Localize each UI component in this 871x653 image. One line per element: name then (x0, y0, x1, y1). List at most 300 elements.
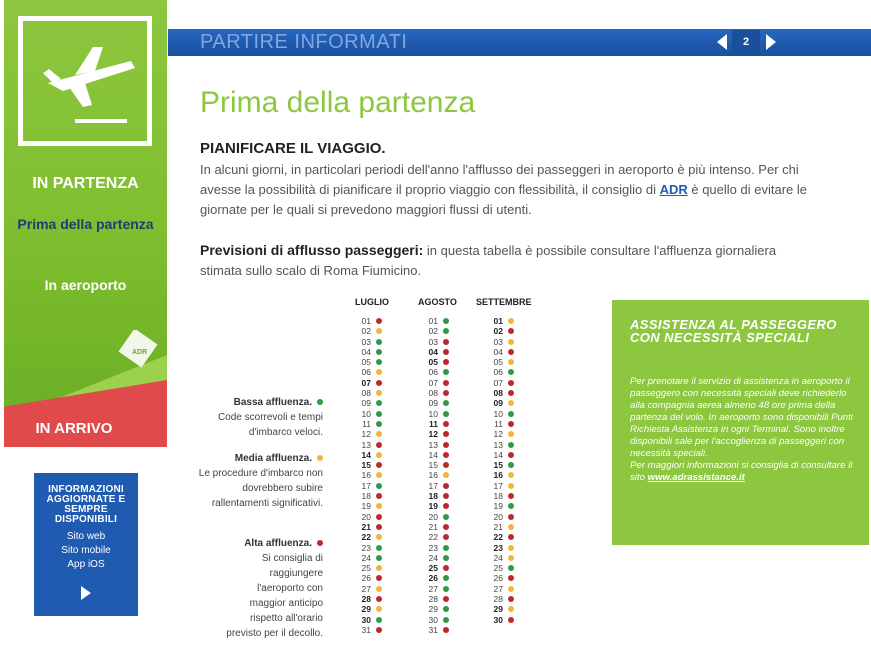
affluence-alta-dot-icon (443, 339, 449, 345)
day-row (489, 450, 515, 460)
affluence-media-dot-icon (376, 431, 382, 437)
day-number: 02 (493, 326, 503, 337)
adrassistance-link[interactable]: www.adrassistance.it (647, 472, 745, 483)
affluence-bassa-dot-icon (443, 555, 449, 561)
sidebar-section-arrival[interactable]: IN ARRIVO (35, 420, 113, 437)
affluence-media-dot-icon (508, 524, 514, 530)
day-row (424, 337, 450, 347)
affluence-alta-dot-icon (376, 627, 382, 633)
affluence-alta-dot-icon (443, 359, 449, 365)
affluence-alta-dot-icon (508, 575, 514, 581)
day-number: 13 (428, 439, 438, 450)
day-row (489, 460, 515, 470)
day-row (424, 553, 450, 563)
legend-alta-title: Alta affluenza. (244, 538, 312, 549)
day-row (357, 347, 383, 357)
day-number: 25 (428, 563, 438, 574)
day-row (357, 594, 383, 604)
day-number: 08 (361, 388, 371, 399)
day-row (424, 388, 450, 398)
day-row (489, 594, 515, 604)
month-header-settembre: SETTEMBRE (476, 297, 532, 307)
day-row (489, 553, 515, 563)
affluence-bassa-dot-icon (376, 339, 382, 345)
day-row (489, 501, 515, 511)
day-number: 30 (361, 614, 371, 625)
affluence-bassa-dot-icon (443, 328, 449, 334)
affluence-bassa-dot-icon (508, 565, 514, 571)
day-row (357, 388, 383, 398)
day-number: 18 (493, 491, 503, 502)
day-row (489, 532, 515, 542)
affluence-alta-dot-icon (376, 318, 382, 324)
day-row (424, 326, 450, 336)
affluence-alta-dot-icon (508, 493, 514, 499)
day-number: 31 (428, 624, 438, 635)
day-number: 01 (361, 316, 371, 326)
day-row (424, 563, 450, 573)
day-number: 29 (493, 604, 503, 615)
affluence-bassa-dot-icon (376, 545, 382, 551)
day-number: 21 (493, 521, 503, 532)
affluence-bassa-dot-icon (376, 411, 382, 417)
day-row (489, 419, 515, 429)
day-number: 23 (428, 542, 438, 553)
day-row (489, 398, 515, 408)
day-number: 21 (428, 521, 438, 532)
affluence-alta-dot-icon (443, 380, 449, 386)
sidebar-item-in-aeroporto[interactable]: In aeroporto (44, 277, 127, 293)
day-number: 20 (361, 511, 371, 522)
sidebar-section-departure[interactable]: IN PARTENZA (32, 175, 139, 192)
day-number: 02 (428, 326, 438, 337)
legend-media-text: Le procedure d'imbarco non dovrebbero subire rallentamenti significativi. (198, 468, 323, 509)
play-arrow-icon[interactable] (80, 585, 92, 601)
link-sito-mobile[interactable]: Sito mobile (61, 545, 111, 556)
month-header-luglio: LUGLIO (355, 297, 389, 307)
day-row (489, 563, 515, 573)
affluence-bassa-dot-icon (443, 400, 449, 406)
day-row (357, 522, 383, 532)
affluence-bassa-dot-icon (376, 555, 382, 561)
day-number: 13 (493, 439, 503, 450)
day-column-settembre (489, 316, 515, 625)
assistance-text: Per prenotare il servizio di assistenza in aeroporto il passeggero con necessità speciali deve richiederlo alla compagnia aerea almeno 48 ore prima della partenza del volo. In aeroporto sono disponibili Punti Richiesta Assistenza in ogni Terminal. Sono inoltre disponibili sale per l'accoglienza di passeggeri con necessità speciali. (630, 376, 853, 459)
day-number: 12 (361, 429, 371, 440)
affluence-media-dot-icon (376, 586, 382, 592)
affluence-bassa-dot-icon (376, 483, 382, 489)
previous-page-icon[interactable] (715, 33, 729, 51)
day-row (357, 553, 383, 563)
day-row (424, 481, 450, 491)
affluence-bassa-dot-icon (508, 442, 514, 448)
day-row (357, 460, 383, 470)
adr-link[interactable]: ADR (659, 182, 688, 197)
affluence-alta-dot-icon (376, 524, 382, 530)
affluence-alta-dot-icon (443, 493, 449, 499)
day-number: 03 (493, 336, 503, 347)
day-row (424, 543, 450, 553)
day-row (489, 429, 515, 439)
assistance-body (630, 376, 862, 484)
day-number: 14 (493, 449, 503, 460)
day-row (357, 357, 383, 367)
affluence-alta-dot-icon (508, 390, 514, 396)
page-title: Prima della partenza (200, 86, 476, 119)
day-row (357, 409, 383, 419)
legend-bassa-text: Code scorrevoli e tempi d'imbarco veloci. (217, 412, 323, 438)
day-row (357, 481, 383, 491)
affluence-alta-dot-icon (443, 524, 449, 530)
day-number: 07 (428, 377, 438, 388)
day-number: 20 (428, 511, 438, 522)
day-number: 22 (361, 532, 371, 543)
day-row (489, 573, 515, 583)
day-number: 18 (361, 491, 371, 502)
affluence-bassa-dot-icon (443, 606, 449, 612)
affluence-alta-dot-icon (443, 483, 449, 489)
affluence-alta-dot-icon (508, 596, 514, 602)
forecast-text: in questa tabella è possibile consultare l'affluenza giornaliera stimata sullo scalo di Roma Fiumicino. (200, 243, 777, 278)
day-number: 26 (361, 573, 371, 584)
day-row (424, 625, 450, 635)
affluence-media-dot-icon (508, 586, 514, 592)
affluence-alta-dot-icon (443, 596, 449, 602)
day-row (357, 398, 383, 408)
day-number: 09 (493, 398, 503, 409)
day-row (489, 522, 515, 532)
day-number: 10 (493, 408, 503, 419)
affluence-media-dot-icon (376, 369, 382, 375)
legend-alta-text: Si consiglia di raggiungere l'aeroporto con maggior anticipo rispetto all'orario previsto per il decollo. (226, 553, 323, 639)
header-bar (168, 29, 871, 56)
green-dot-icon (317, 399, 323, 405)
affluence-alta-dot-icon (508, 328, 514, 334)
day-number: 05 (361, 357, 371, 368)
day-number: 21 (361, 521, 371, 532)
day-number: 13 (361, 439, 371, 450)
day-number: 01 (428, 316, 438, 326)
affluence-bassa-dot-icon (443, 369, 449, 375)
day-row (489, 615, 515, 625)
day-number: 17 (428, 480, 438, 491)
day-number: 01 (493, 316, 503, 326)
day-row (424, 604, 450, 614)
day-number: 04 (493, 346, 503, 357)
affluence-bassa-dot-icon (376, 421, 382, 427)
plan-text-after: è quello di evitare le giornate per le quali si prevedono maggiori flussi di utenti. (200, 182, 807, 217)
day-number: 18 (428, 491, 438, 502)
day-row (424, 584, 450, 594)
day-number: 10 (361, 408, 371, 419)
day-number: 27 (493, 583, 503, 594)
affluence-alta-dot-icon (443, 534, 449, 540)
plan-heading: PIANIFICARE IL VIAGGIO. (200, 140, 386, 157)
day-row (424, 378, 450, 388)
day-row (424, 532, 450, 542)
day-row (424, 615, 450, 625)
affluence-alta-dot-icon (508, 349, 514, 355)
day-row (424, 367, 450, 377)
affluence-alta-dot-icon (508, 380, 514, 386)
day-row (489, 347, 515, 357)
day-number: 19 (428, 501, 438, 512)
legend-media-title: Media affluenza. (234, 453, 312, 464)
day-number: 16 (428, 470, 438, 481)
affluence-media-dot-icon (508, 606, 514, 612)
affluence-media-dot-icon (376, 452, 382, 458)
day-number: 16 (493, 470, 503, 481)
next-page-icon[interactable] (764, 33, 778, 51)
day-number: 07 (361, 377, 371, 388)
day-number: 08 (428, 388, 438, 399)
day-row (424, 470, 450, 480)
day-number: 03 (361, 336, 371, 347)
day-row (357, 316, 383, 326)
day-row (489, 604, 515, 614)
affluence-media-dot-icon (376, 328, 382, 334)
affluence-alta-dot-icon (443, 390, 449, 396)
day-row (357, 491, 383, 501)
day-row (489, 337, 515, 347)
affluence-alta-dot-icon (443, 442, 449, 448)
day-row (489, 378, 515, 388)
day-number: 11 (494, 418, 503, 429)
day-number: 14 (428, 449, 438, 460)
assistance-more-text: Per maggiori informazioni si consiglia di consultare il sito (630, 460, 853, 483)
affluence-bassa-dot-icon (443, 545, 449, 551)
red-dot-icon (317, 540, 323, 546)
affluence-alta-dot-icon (376, 575, 382, 581)
forecast-paragraph (200, 240, 820, 281)
day-number: 22 (428, 532, 438, 543)
day-number: 29 (361, 604, 371, 615)
plan-text-before: In alcuni giorni, in particolari periodi dell'anno l'afflusso dei passeggeri in aeroporto è più intenso. Per chi avesse la possibilità di pianificare il proprio viaggio con flessibilità, il consiglio di (200, 162, 799, 197)
affluence-alta-dot-icon (376, 596, 382, 602)
day-number: 15 (361, 460, 371, 471)
affluence-alta-dot-icon (508, 421, 514, 427)
affluence-alta-dot-icon (508, 617, 514, 623)
affluence-bassa-dot-icon (443, 318, 449, 324)
affluence-media-dot-icon (376, 472, 382, 478)
day-number: 25 (361, 563, 371, 574)
assistance-title: ASSISTENZA AL PASSEGGERO CON NECESSITÀ SPECIALI (630, 317, 837, 345)
legend-bassa (198, 395, 323, 440)
day-number: 19 (493, 501, 503, 512)
day-number: 04 (361, 346, 371, 357)
affluence-alta-dot-icon (443, 421, 449, 427)
day-number: 31 (361, 624, 371, 635)
affluence-media-dot-icon (376, 534, 382, 540)
day-row (489, 367, 515, 377)
day-row (357, 573, 383, 583)
day-number: 22 (493, 532, 503, 543)
day-number: 06 (493, 367, 503, 378)
day-row (357, 337, 383, 347)
affluence-alta-dot-icon (376, 462, 382, 468)
day-number: 15 (428, 460, 438, 471)
affluence-bassa-dot-icon (508, 411, 514, 417)
plan-paragraph (200, 160, 820, 220)
affluence-alta-dot-icon (443, 627, 449, 633)
day-row (357, 367, 383, 377)
day-number: 16 (361, 470, 371, 481)
affluence-media-dot-icon (508, 483, 514, 489)
affluence-alta-dot-icon (443, 452, 449, 458)
day-row (424, 573, 450, 583)
day-number: 25 (493, 563, 503, 574)
day-number: 04 (428, 346, 438, 357)
affluence-alta-dot-icon (508, 534, 514, 540)
month-header-agosto: AGOSTO (418, 297, 457, 307)
day-number: 30 (428, 614, 438, 625)
day-number: 12 (493, 429, 503, 440)
day-number: 15 (493, 460, 503, 471)
day-number: 11 (429, 418, 438, 429)
sidebar-item-prima-della-partenza[interactable]: Prima della partenza (17, 216, 154, 232)
affluence-media-dot-icon (508, 359, 514, 365)
link-sito-web[interactable]: Sito web (66, 531, 106, 542)
day-row (357, 625, 383, 635)
day-number: 20 (493, 511, 503, 522)
affluence-alta-dot-icon (376, 493, 382, 499)
day-row (357, 532, 383, 542)
affluence-alta-dot-icon (508, 452, 514, 458)
affluence-alta-dot-icon (508, 514, 514, 520)
info-box-title: INFORMAZIONI AGGIORNATE E SEMPRE DISPONIBILI (46, 484, 126, 525)
day-row (357, 326, 383, 336)
affluence-bassa-dot-icon (443, 575, 449, 581)
affluence-bassa-dot-icon (376, 617, 382, 623)
affluence-bassa-dot-icon (443, 586, 449, 592)
day-row (424, 522, 450, 532)
affluence-bassa-dot-icon (376, 359, 382, 365)
day-number: 29 (428, 604, 438, 615)
day-row (489, 440, 515, 450)
day-row (489, 481, 515, 491)
day-number: 02 (361, 326, 371, 337)
day-row (489, 543, 515, 553)
day-number: 27 (428, 583, 438, 594)
day-row (424, 429, 450, 439)
day-number: 26 (493, 573, 503, 584)
day-number: 17 (361, 480, 371, 491)
day-row (489, 470, 515, 480)
affluence-media-dot-icon (508, 339, 514, 345)
affluence-media-dot-icon (508, 545, 514, 551)
day-row (489, 584, 515, 594)
day-number: 06 (428, 367, 438, 378)
day-row (357, 440, 383, 450)
airplane-takeoff-icon (23, 21, 147, 141)
affluence-media-dot-icon (443, 472, 449, 478)
forecast-heading: Previsioni di afflusso passeggeri: (200, 242, 424, 258)
info-box (34, 473, 138, 616)
day-number: 23 (493, 542, 503, 553)
day-column-agosto (424, 316, 450, 635)
affluence-media-dot-icon (508, 400, 514, 406)
day-row (489, 491, 515, 501)
day-row (424, 512, 450, 522)
day-number: 28 (493, 594, 503, 605)
day-number: 24 (493, 552, 503, 563)
day-row (489, 512, 515, 522)
affluence-alta-dot-icon (443, 431, 449, 437)
day-row (357, 419, 383, 429)
page-number: 2 (732, 30, 760, 55)
day-number: 12 (428, 429, 438, 440)
day-row (424, 409, 450, 419)
adr-logo-text: ADR (132, 349, 148, 356)
assistance-box (612, 300, 869, 545)
legend-bassa-title: Bassa affluenza. (233, 397, 312, 408)
day-number: 23 (361, 542, 371, 553)
affluence-bassa-dot-icon (508, 369, 514, 375)
day-number: 28 (361, 594, 371, 605)
day-row (357, 604, 383, 614)
day-number: 19 (361, 501, 371, 512)
affluence-alta-dot-icon (443, 462, 449, 468)
day-row (357, 429, 383, 439)
departures-logo (18, 16, 152, 146)
affluence-bassa-dot-icon (508, 503, 514, 509)
affluence-media-dot-icon (376, 565, 382, 571)
day-row (424, 491, 450, 501)
affluence-media-dot-icon (508, 472, 514, 478)
day-number: 09 (428, 398, 438, 409)
day-row (489, 326, 515, 336)
day-row (357, 512, 383, 522)
day-number: 30 (493, 614, 503, 625)
day-number: 09 (361, 398, 371, 409)
affluence-media-dot-icon (508, 431, 514, 437)
header-title: PARTIRE INFORMATI (200, 31, 408, 53)
legend-alta (223, 536, 323, 641)
day-number: 27 (361, 583, 371, 594)
day-row (357, 615, 383, 625)
day-row (489, 388, 515, 398)
legend-media (198, 451, 323, 511)
day-row (424, 357, 450, 367)
link-app-ios[interactable]: App iOS (67, 559, 105, 570)
day-row (424, 316, 450, 326)
day-number: 17 (493, 480, 503, 491)
day-row (424, 450, 450, 460)
affluence-media-dot-icon (376, 503, 382, 509)
affluence-bassa-dot-icon (376, 400, 382, 406)
day-row (424, 594, 450, 604)
day-number: 28 (428, 594, 438, 605)
day-number: 26 (428, 573, 438, 584)
affluence-alta-dot-icon (376, 514, 382, 520)
day-row (357, 378, 383, 388)
day-row (424, 460, 450, 470)
affluence-bassa-dot-icon (443, 411, 449, 417)
day-row (424, 398, 450, 408)
affluence-media-dot-icon (376, 390, 382, 396)
day-row (424, 440, 450, 450)
day-row (489, 316, 515, 326)
day-number: 06 (361, 367, 371, 378)
affluence-media-dot-icon (508, 318, 514, 324)
day-row (357, 584, 383, 594)
day-number: 05 (428, 357, 438, 368)
day-number: 07 (493, 377, 503, 388)
affluence-media-dot-icon (376, 606, 382, 612)
day-number: 05 (493, 357, 503, 368)
yellow-dot-icon (317, 455, 323, 461)
affluence-alta-dot-icon (376, 380, 382, 386)
